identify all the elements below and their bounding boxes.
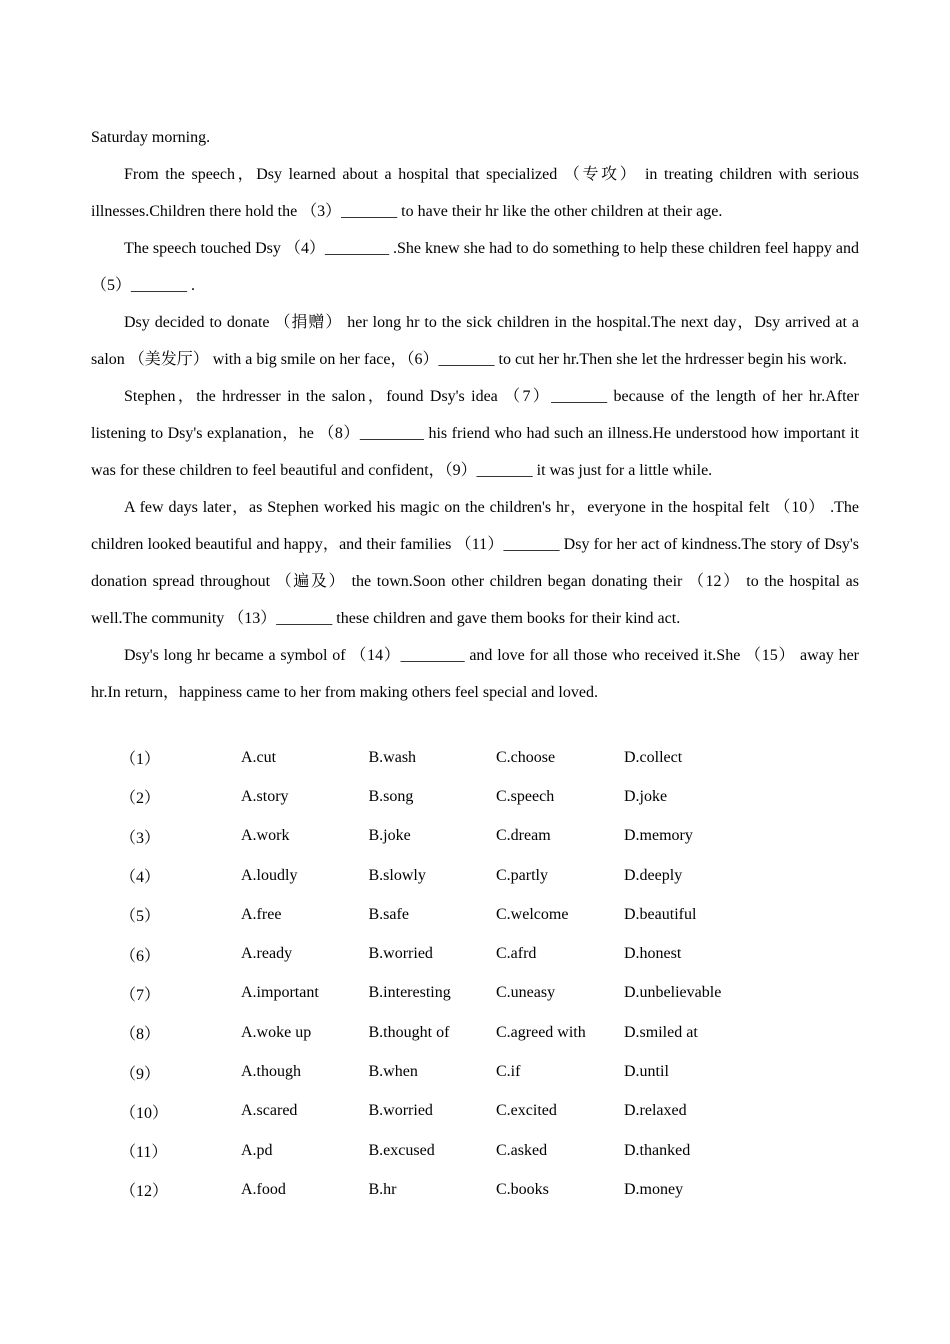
- option-d: D.smiled at: [624, 1023, 698, 1041]
- option-a: A.work: [241, 827, 290, 845]
- question-number: （8）: [120, 1026, 161, 1044]
- option-row: [91, 1170, 859, 1209]
- question-number: （6）: [120, 947, 161, 965]
- question-number: （10）: [120, 1104, 169, 1122]
- question-number: （5）: [120, 908, 161, 926]
- option-c: C.partly: [496, 866, 548, 884]
- option-a: A.free: [241, 905, 282, 923]
- option-c: C.afrd: [496, 945, 537, 963]
- option-a: A.ready: [241, 945, 293, 963]
- option-b: B.thought of: [368, 1023, 450, 1041]
- option-c: C.if: [496, 1063, 521, 1081]
- option-d: D.memory: [624, 827, 693, 845]
- question-number: （9）: [120, 1065, 161, 1083]
- option-a: A.story: [241, 787, 289, 805]
- question-number: （11）: [120, 1144, 168, 1162]
- option-d: D.honest: [624, 945, 682, 963]
- option-a: A.cut: [241, 748, 277, 766]
- question-number: （12）: [120, 1183, 169, 1201]
- option-d: D.collect: [624, 748, 683, 766]
- option-c: C.choose: [496, 748, 556, 766]
- option-c: C.books: [496, 1180, 549, 1198]
- option-b: B.worried: [368, 945, 433, 963]
- option-b: B.excused: [368, 1141, 435, 1159]
- option-d: D.thanked: [624, 1141, 691, 1159]
- option-a: A.woke up: [241, 1023, 312, 1041]
- option-row: [91, 1092, 859, 1131]
- passage-paragraph: Dsy's long hr became a symbol of （14）________ and love for all those who received it.She （15） away her hr.In return，happiness came to her from making others feel special and loved.: [91, 647, 859, 701]
- question-number: （4）: [120, 869, 161, 887]
- option-d: D.unbelievable: [624, 984, 722, 1002]
- option-row: [91, 974, 859, 1013]
- question-number: （1）: [120, 751, 161, 769]
- option-b: B.when: [368, 1063, 418, 1081]
- option-b: B.joke: [368, 827, 411, 845]
- option-c: C.agreed with: [496, 1023, 586, 1041]
- option-row: [91, 777, 859, 816]
- option-a: A.loudly: [241, 866, 298, 884]
- option-d: D.joke: [624, 787, 668, 805]
- option-c: C.asked: [496, 1141, 548, 1159]
- option-b: B.interesting: [368, 984, 451, 1002]
- option-c: C.uneasy: [496, 984, 556, 1002]
- option-d: D.beautiful: [624, 905, 697, 923]
- option-a: A.pd: [241, 1141, 273, 1159]
- option-d: D.deeply: [624, 866, 683, 884]
- option-c: C.excited: [496, 1102, 557, 1120]
- passage-paragraph: Dsy decided to donate （捐赠） her long hr to the sick children in the hospital.The next day，Dsy arrived at a salon （美发厅） with a big smile on her face，（6）_______ to cut her hr.Then she let the hrdresser begin his work.: [91, 314, 859, 368]
- passage-paragraph: The speech touched Dsy （4）________ .She knew she had to do something to help these children feel happy and （5）_______ .: [91, 240, 859, 294]
- passage-paragraph: A few days later，as Stephen worked his magic on the children's hr，everyone in the hospital felt （10） .The children looked beautiful and happy，and their families （11）_______ Dsy for her act of kindness.The story of Dsy's donation spread throughout （遍及） the town.Soon other children began donating their （12） to the hospital as well.The community （13）_______ these children and gave them books for their kind act.: [91, 499, 859, 627]
- option-row: [91, 856, 859, 895]
- question-number: （3）: [120, 829, 161, 847]
- passage-paragraph: Stephen，the hrdresser in the salon，found Dsy's idea （7）_______ because of the length of her hr.After listening to Dsy's explanation，he （8）________ his friend who had such an illness.He understood how important it was for these children to feel beautiful and confident，（9）_______ it was just for a little while.: [91, 388, 859, 479]
- answer-options-table: [91, 738, 859, 1210]
- option-row: [91, 895, 859, 934]
- option-d: D.until: [624, 1063, 669, 1081]
- option-row: [91, 1013, 859, 1052]
- option-a: A.though: [241, 1063, 301, 1081]
- option-b: B.worried: [368, 1102, 433, 1120]
- option-row: [91, 817, 859, 856]
- option-a: A.food: [241, 1180, 286, 1198]
- option-row: [91, 934, 859, 973]
- question-number: （2）: [120, 790, 161, 808]
- option-b: B.safe: [368, 905, 409, 923]
- reading-passage: [91, 119, 859, 711]
- option-a: A.important: [241, 984, 319, 1002]
- option-d: D.money: [624, 1180, 684, 1198]
- option-b: B.hr: [368, 1180, 397, 1198]
- option-row: [91, 738, 859, 777]
- passage-paragraph: From the speech，Dsy learned about a hospital that specialized （专攻） in treating children with serious illnesses.Children there hold the （3）_______ to have their hr like the other children at their age.: [91, 166, 859, 220]
- option-b: B.wash: [368, 748, 417, 766]
- option-c: C.welcome: [496, 905, 569, 923]
- passage-paragraph: Saturday morning.: [91, 129, 211, 146]
- option-b: B.slowly: [368, 866, 426, 884]
- option-row: [91, 1052, 859, 1091]
- option-c: C.speech: [496, 787, 555, 805]
- question-number: （7）: [120, 986, 161, 1004]
- option-a: A.scared: [241, 1102, 298, 1120]
- option-c: C.dream: [496, 827, 551, 845]
- option-row: [91, 1131, 859, 1170]
- option-b: B.song: [368, 787, 414, 805]
- option-d: D.relaxed: [624, 1102, 687, 1120]
